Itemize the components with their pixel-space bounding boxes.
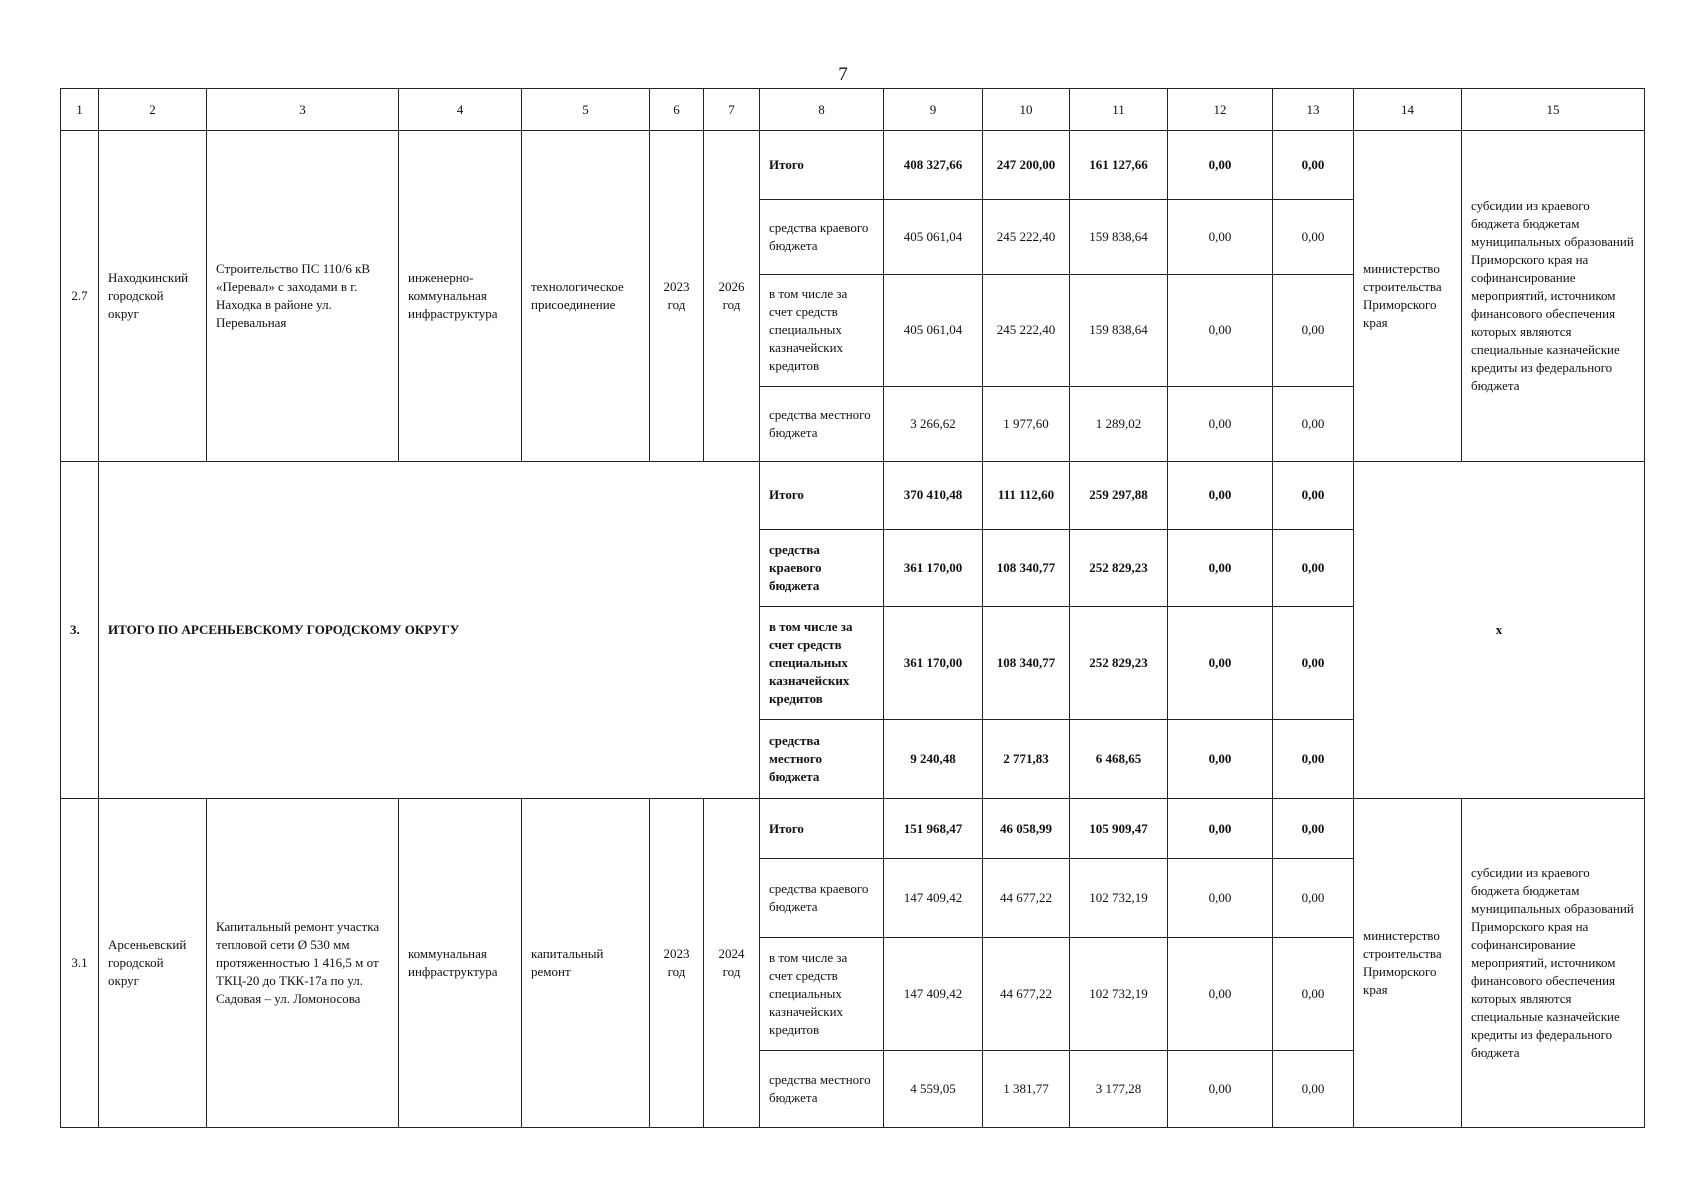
funding-label: средства местного бюджета (760, 720, 884, 799)
value-cell: 0,00 (1168, 131, 1273, 200)
funding-label: средства краевого бюджета (760, 200, 884, 275)
end-year-cell: 2024 год (704, 799, 760, 1128)
value-cell: 0,00 (1168, 275, 1273, 386)
value-cell: 0,00 (1273, 529, 1354, 606)
value-cell: 0,00 (1273, 275, 1354, 386)
column-header: 6 (650, 89, 704, 131)
funding-label: в том числе за счет средств специальных казначейских кредитов (760, 937, 884, 1050)
note-cell: субсидии из краевого бюджета бюджетам муниципальных образований Приморского края на софинансирование мероприятий, источником финансового обеспечения которых являются специальные казначейские кредиты из федерального бюджета (1462, 131, 1645, 462)
value-cell: 0,00 (1273, 937, 1354, 1050)
funding-label: в том числе за счет средств специальных казначейских кредитов (760, 275, 884, 386)
row-number: 2.7 (61, 131, 99, 462)
section-title: ИТОГО ПО АРСЕНЬЕВСКОМУ ГОРОДСКОМУ ОКРУГУ (99, 461, 760, 799)
column-header: 12 (1168, 89, 1273, 131)
value-cell: 0,00 (1168, 720, 1273, 799)
value-cell: 0,00 (1168, 1050, 1273, 1127)
column-header: 7 (704, 89, 760, 131)
value-cell: 0,00 (1273, 606, 1354, 719)
column-header: 1 (61, 89, 99, 131)
value-cell: 105 909,47 (1070, 799, 1168, 859)
responsible-cell: министерство строительства Приморского края (1354, 799, 1462, 1128)
value-cell: 0,00 (1168, 461, 1273, 529)
municipality-cell: Находкинский городской округ (99, 131, 207, 462)
start-year-cell: 2023 год (650, 799, 704, 1128)
value-cell: 161 127,66 (1070, 131, 1168, 200)
value-cell: 111 112,60 (983, 461, 1070, 529)
section-number: 3. (61, 461, 99, 799)
value-cell: 44 677,22 (983, 859, 1070, 937)
value-cell: 361 170,00 (884, 606, 983, 719)
note-cell: субсидии из краевого бюджета бюджетам муниципальных образований Приморского края на софинансирование мероприятий, источником финансового обеспечения которых являются специальные казначейские кредиты из федерального бюджета (1462, 799, 1645, 1128)
funding-label: Итого (760, 799, 884, 859)
value-cell: 259 297,88 (1070, 461, 1168, 529)
value-cell: 252 829,23 (1070, 606, 1168, 719)
column-header: 14 (1354, 89, 1462, 131)
value-cell: 0,00 (1168, 859, 1273, 937)
activity-cell: капитальный ремонт (522, 799, 650, 1128)
value-cell: 408 327,66 (884, 131, 983, 200)
value-cell: 0,00 (1168, 200, 1273, 275)
table-row (61, 131, 1645, 200)
page-number: 7 (838, 64, 848, 85)
value-cell: 6 468,65 (1070, 720, 1168, 799)
value-cell: 46 058,99 (983, 799, 1070, 859)
column-header: 2 (99, 89, 207, 131)
value-cell: 159 838,64 (1070, 275, 1168, 386)
value-cell: 0,00 (1273, 720, 1354, 799)
value-cell: 2 771,83 (983, 720, 1070, 799)
value-cell: 0,00 (1273, 386, 1354, 461)
value-cell: 0,00 (1273, 461, 1354, 529)
value-cell: 108 340,77 (983, 606, 1070, 719)
program-table (60, 88, 1645, 1128)
value-cell: 0,00 (1168, 386, 1273, 461)
value-cell: 147 409,42 (884, 937, 983, 1050)
funding-label: средства краевого бюджета (760, 859, 884, 937)
funding-label: в том числе за счет средств специальных казначейских кредитов (760, 606, 884, 719)
value-cell: 9 240,48 (884, 720, 983, 799)
column-header: 11 (1070, 89, 1168, 131)
column-header: 4 (399, 89, 522, 131)
table-row (61, 461, 1645, 529)
value-cell: 0,00 (1273, 131, 1354, 200)
value-cell: 3 266,62 (884, 386, 983, 461)
municipality-cell: Арсеньевский городской округ (99, 799, 207, 1128)
value-cell: 361 170,00 (884, 529, 983, 606)
value-cell: 0,00 (1168, 606, 1273, 719)
value-cell: 1 289,02 (1070, 386, 1168, 461)
value-cell: 0,00 (1273, 859, 1354, 937)
value-cell: 4 559,05 (884, 1050, 983, 1127)
column-header: 10 (983, 89, 1070, 131)
value-cell: 370 410,48 (884, 461, 983, 529)
funding-label: средства местного бюджета (760, 1050, 884, 1127)
value-cell: 0,00 (1273, 1050, 1354, 1127)
value-cell: 151 968,47 (884, 799, 983, 859)
section-mark: x (1354, 461, 1645, 799)
value-cell: 102 732,19 (1070, 859, 1168, 937)
value-cell: 0,00 (1168, 937, 1273, 1050)
funding-label: Итого (760, 461, 884, 529)
column-header: 15 (1462, 89, 1645, 131)
activity-cell: технологическое присоединение (522, 131, 650, 462)
column-header: 13 (1273, 89, 1354, 131)
value-cell: 0,00 (1273, 200, 1354, 275)
value-cell: 108 340,77 (983, 529, 1070, 606)
value-cell: 0,00 (1273, 799, 1354, 859)
value-cell: 252 829,23 (1070, 529, 1168, 606)
value-cell: 102 732,19 (1070, 937, 1168, 1050)
table-row (61, 799, 1645, 859)
value-cell: 147 409,42 (884, 859, 983, 937)
value-cell: 1 381,77 (983, 1050, 1070, 1127)
category-cell: коммунальная инфраструктура (399, 799, 522, 1128)
row-number: 3.1 (61, 799, 99, 1128)
value-cell: 44 677,22 (983, 937, 1070, 1050)
value-cell: 159 838,64 (1070, 200, 1168, 275)
column-header: 5 (522, 89, 650, 131)
object-cell: Капитальный ремонт участка тепловой сети Ø 530 мм протяженностью 1 416,5 м от ТКЦ-20 до ТКК-17а по ул. Садовая – ул. Ломоносова (207, 799, 399, 1128)
column-numbers-row (61, 89, 1645, 131)
value-cell: 3 177,28 (1070, 1050, 1168, 1127)
value-cell: 245 222,40 (983, 200, 1070, 275)
responsible-cell: министерство строительства Приморского края (1354, 131, 1462, 462)
value-cell: 1 977,60 (983, 386, 1070, 461)
column-header: 8 (760, 89, 884, 131)
value-cell: 0,00 (1168, 529, 1273, 606)
funding-label: Итого (760, 131, 884, 200)
value-cell: 0,00 (1168, 799, 1273, 859)
value-cell: 247 200,00 (983, 131, 1070, 200)
value-cell: 245 222,40 (983, 275, 1070, 386)
object-cell: Строительство ПС 110/6 кВ «Перевал» с заходами в г. Находка в районе ул. Перевальная (207, 131, 399, 462)
column-header: 9 (884, 89, 983, 131)
funding-label: средства краевого бюджета (760, 529, 884, 606)
column-header: 3 (207, 89, 399, 131)
end-year-cell: 2026 год (704, 131, 760, 462)
value-cell: 405 061,04 (884, 275, 983, 386)
funding-label: средства местного бюджета (760, 386, 884, 461)
value-cell: 405 061,04 (884, 200, 983, 275)
category-cell: инженерно-коммунальная инфраструктура (399, 131, 522, 462)
start-year-cell: 2023 год (650, 131, 704, 462)
